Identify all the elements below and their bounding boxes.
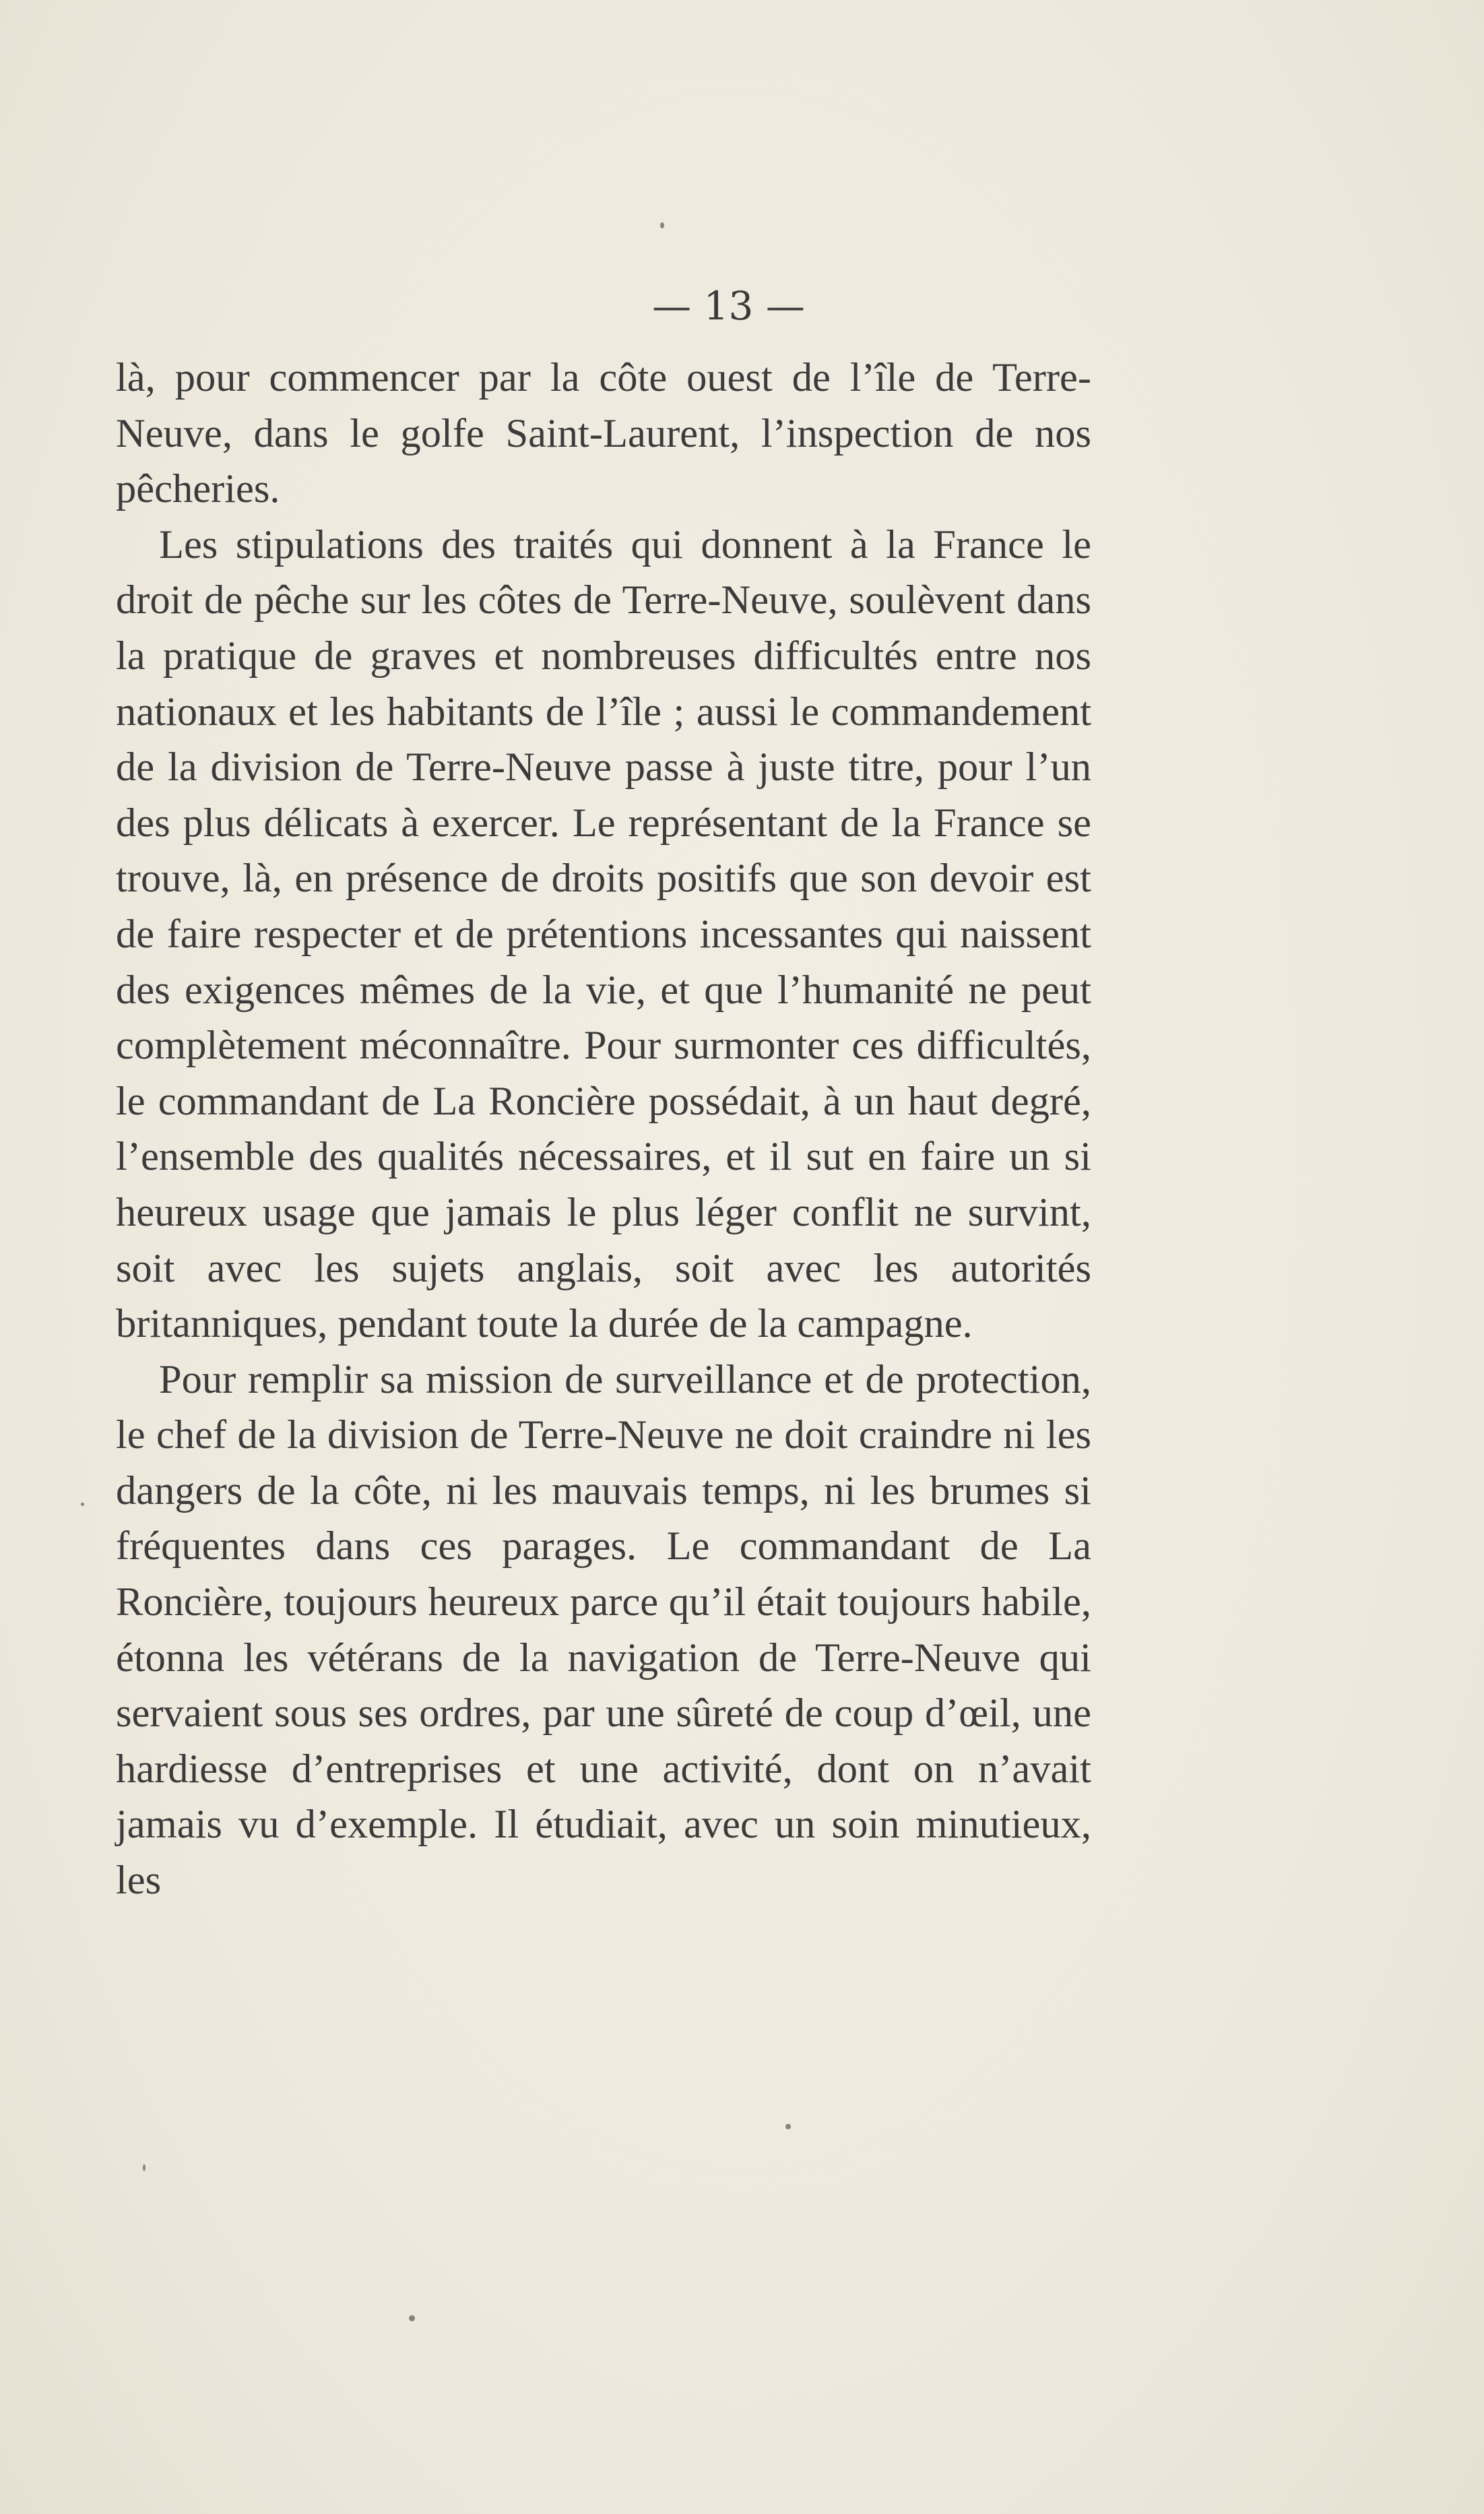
paper-speck bbox=[81, 1503, 84, 1506]
paper-speck bbox=[660, 222, 664, 228]
paper-speck bbox=[143, 2164, 146, 2171]
paragraph: là, pour commencer par la côte ouest de l’île de Terre-Neuve, dans le golfe Saint-Laurent, l’inspection de nos pêcheries. bbox=[116, 355, 1091, 512]
paragraph: Les stipulations des traités qui donnent à la France le droit de pêche sur les côtes de Terre-Neuve, soulèvent dans la pratique de graves et nombreuses difficultés entre nos nationaux et les habitants de l’île ; aussi le commandement de la division de Terre-Neuve passe à juste titre, pour l’un des plus délicats à exercer. Le représentant de la France se trouve, là, en présence de droits positifs que son devoir est de faire respecter et de prétentions incessantes qui naissent des exigences mêmes de la vie, et que l’humanité ne peut complètement méconnaître. Pour surmonter ces difficultés, le commandant de La Roncière possédait, à un haut degré, l’ensemble des qualités nécessaires, et il sut en faire un si heureux usage que jamais le plus léger conflit ne survint, soit avec les sujets anglais, soit avec les autorités britanniques, pendant toute la durée de la campagne. bbox=[116, 522, 1091, 1347]
body-text bbox=[116, 350, 1091, 1909]
paper-speck bbox=[409, 2315, 415, 2321]
paper-speck bbox=[785, 2124, 791, 2129]
page-number: — 13 — bbox=[652, 283, 805, 329]
paragraph: Pour remplir sa mission de surveillance et de protection, le chef de la division de Terre-Neuve ne doit craindre ni les dangers de la côte, ni les mauvais temps, ni les brumes si fréquentes dans ces parages. Le commandant de La Roncière, toujours heureux parce qu’il était toujours habile, étonna les vétérans de la navigation de Terre-Neuve qui servaient sous ses ordres, par une sûreté de coup d’œil, une hardiesse d’entreprises et une activité, dont on n’avait jamais vu d’exemple. Il étudiait, avec un soin minutieux, les bbox=[116, 1356, 1091, 1904]
